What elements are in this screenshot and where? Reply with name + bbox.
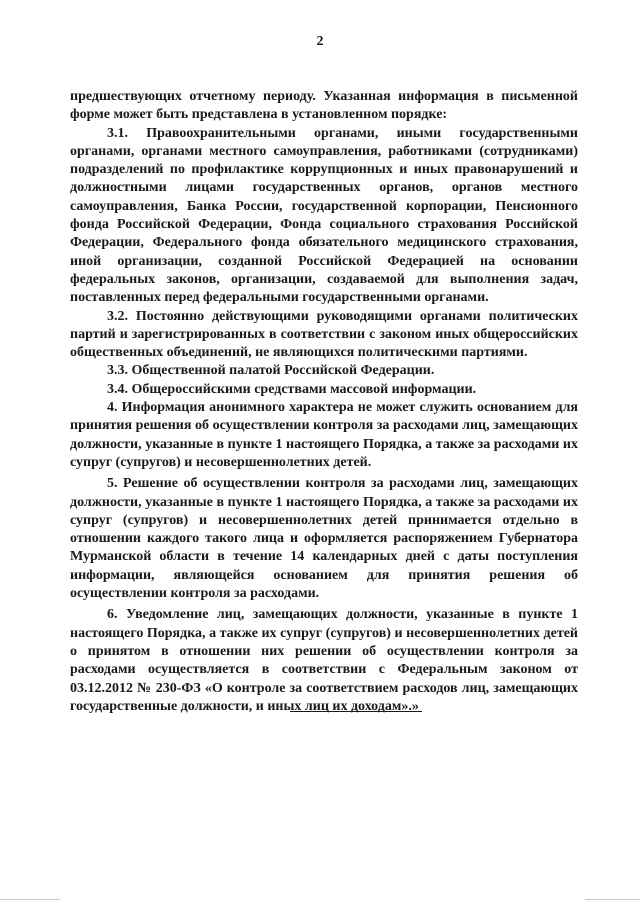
document-body bbox=[70, 88, 578, 716]
paragraph-3-4: 3.4. Общероссийскими средствами массовой информации. bbox=[107, 381, 477, 397]
paragraph-continuation: предшествующих отчетному периоду. Указанная информация в письменной форме может быть представлена в установленном порядке: bbox=[70, 89, 578, 123]
scan-edge-mark bbox=[0, 899, 60, 900]
paragraph-3-3: 3.3. Общественной палатой Российской Федерации. bbox=[107, 363, 435, 379]
paragraph-3-2: 3.2. Постоянно действующими руководящими органами политических партий и зарегистрированных в соответствии с законом иных общероссийских общественных объединений, не являющихся политическими партиями. bbox=[70, 308, 578, 361]
closing-divider-line bbox=[290, 711, 422, 712]
paragraph-4: 4. Информация анонимного характера не может служить основанием для принятия решения об осуществлении контроля за расходами лиц, замещающих должности, указанные в пункте 1 настоящего Порядка, а также за расходами их супруг (супругов) и несовершеннолетних детей. bbox=[70, 400, 578, 470]
paragraph-6: 6. Уведомление лиц, замещающих должности, указанные в пункте 1 настоящего Порядка, а также их супруг (супругов) и несовершеннолетних детей о принятом в отношении них решении об осуществлении контроля за расходами осуществляется в соответствии с Федеральным законом от 03.12.2012 № 230-ФЗ «О контроле за соответствием расходов лиц, замещающих государственные должности, и иных лиц их доходам».» bbox=[70, 607, 578, 714]
paragraph-3-1: 3.1. Правоохранительными органами, иными государственными органами, органами местного самоуправления, работниками (сотрудниками) подразделений по профилактике коррупционных и иных правонарушений и должностными лицами государственных органов, органов местного самоуправления, Банка России, государственной корпорации, Пенсионного фонда Российской Федерации, Фонда социального страхования Российской Федерации, Федерального фонда обязательного медицинского страхования, иной организации, созданной Российской Федерацией на основании федеральных законов, организации, создаваемой для выполнения задач, поставленных перед федеральными государственными органами. bbox=[70, 125, 578, 306]
paragraph-5: 5. Решение об осуществлении контроля за расходами лиц, замещающих должности, указанные в пункте 1 настоящего Порядка, а также за расходами их супруг (супругов) и несовершеннолетних детей принимается отдельно в отношении каждого такого лица и оформляется распоряжением Губернатора Мурманской области в течение 14 календарных дней с даты поступления информации, являющейся основанием для принятия решения об осуществлении контроля за расходами. bbox=[70, 476, 578, 602]
page-number: 2 bbox=[316, 34, 324, 49]
scan-edge-mark bbox=[585, 899, 640, 900]
